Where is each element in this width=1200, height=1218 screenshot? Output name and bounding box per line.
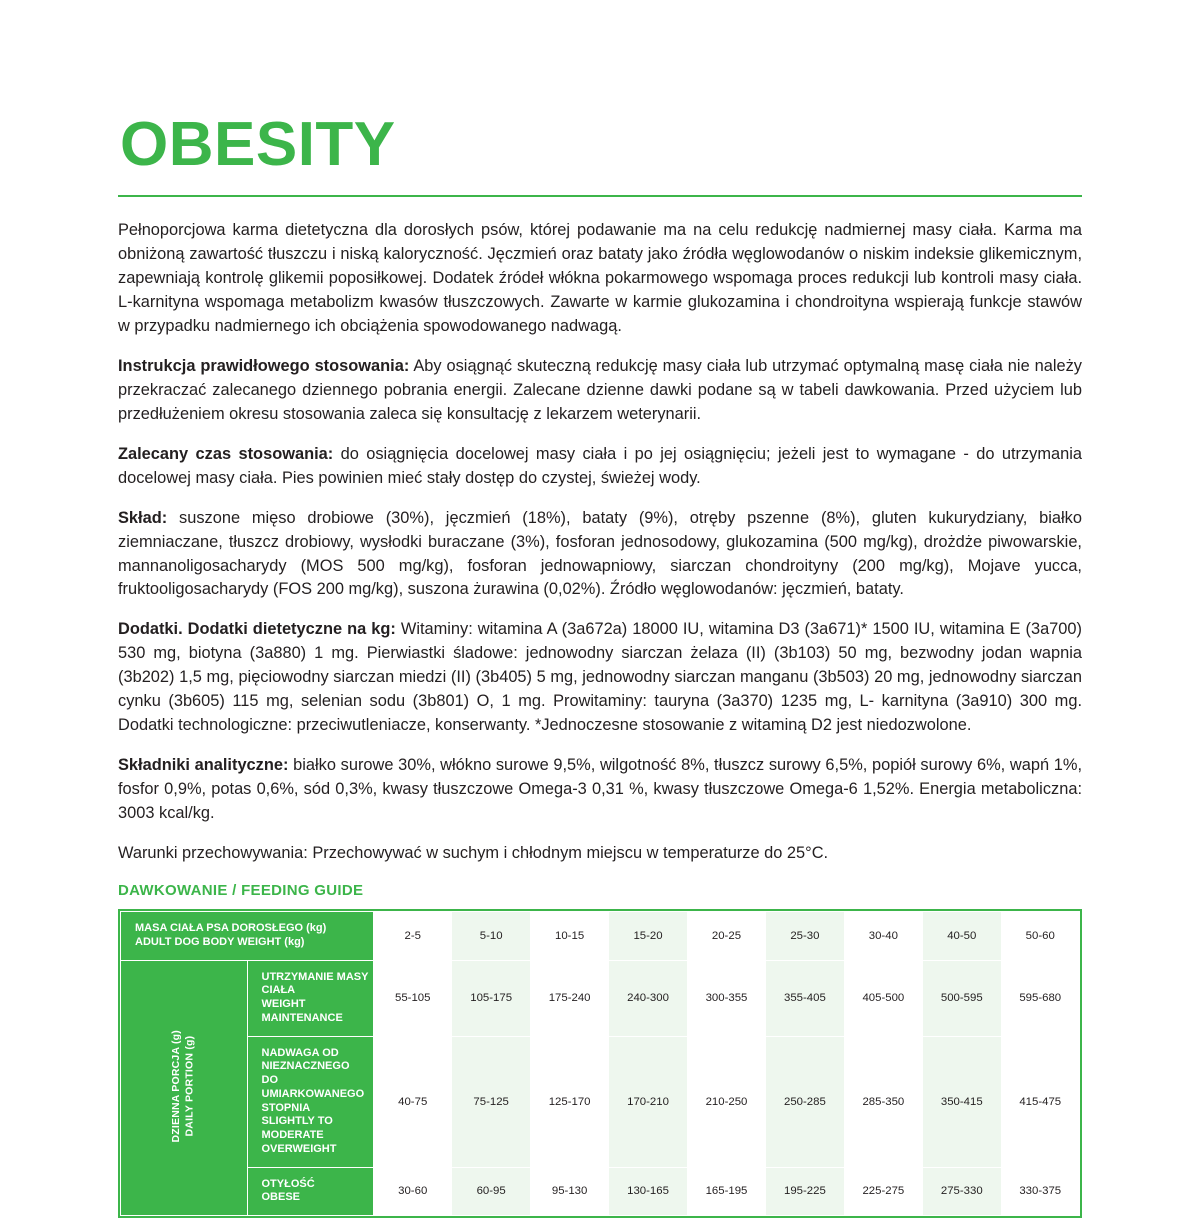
cell-overweight-3: 170-210 [609, 1036, 687, 1167]
cell-maintenance-8: 595-680 [1001, 960, 1080, 1036]
paragraph-intro [118, 219, 1082, 339]
header-weight-label-en: ADULT DOG BODY WEIGHT (kg) [135, 935, 305, 948]
cell-maintenance-7: 500-595 [923, 960, 1001, 1036]
cell-overweight-8: 415-475 [1001, 1036, 1080, 1167]
paragraph-text: Aby osiągnąć skuteczną redukcję masy ciała lub utrzymać optymalną masę ciała nie należy przekraczać zalecanego dziennego pobrania energii. Zalecane dzienne dawki podane są w tabeli dawkowania. Przed użyciem lub przedłużeniem okresu stosowania zaleca się konsultację z lekarzem weterynarii. [118, 356, 1082, 423]
cell-obese-1: 60-95 [452, 1167, 530, 1216]
cell-maintenance-1: 105-175 [452, 960, 530, 1036]
paragraph-storage [118, 842, 1082, 866]
header-weight-7: 40-50 [923, 912, 1001, 961]
paragraph-lead: Skład: [118, 508, 168, 527]
paragraph-text: Warunki przechowywania: Przechowywać w suchym i chłodnym miejscu w temperaturze do 25°C. [118, 844, 829, 863]
cell-obese-0: 30-60 [374, 1167, 452, 1216]
cell-overweight-7: 350-415 [923, 1036, 1001, 1167]
paragraph-lead: Składniki analityczne: [118, 756, 289, 775]
paragraph-text: Pełnoporcjowa karma dietetyczna dla dorosłych psów, której podawanie ma na celu redukcję nadmiernej masy ciała. Karma ma obniżoną zawartość tłuszczu i niską kaloryczność. Jęczmień oraz bataty jako źródła węglowodanów o niskim indeksie glikemicznym, zapewniają kontrolę glikemii poposiłkowej. Dodatek źródeł włókna pokarmowego wspomaga proces redukcji lub kontroli masy ciała. L-karnityna wspomaga metabolizm kwasów tłuszczowych. Zawarte w karmie glukozamina i chondroityna wspierają funkcje stawów w przypadku nadmiernego ich obciążenia spowodowanego nadwagą. [118, 221, 1082, 335]
header-weight-4: 20-25 [687, 912, 765, 961]
header-weight-1: 5-10 [452, 912, 530, 961]
header-weight-2: 10-15 [530, 912, 608, 961]
header-weight-8: 50-60 [1001, 912, 1080, 961]
paragraph-additives [118, 618, 1082, 738]
cell-maintenance-5: 355-405 [766, 960, 844, 1036]
row-label-en-2: OVERWEIGHT [261, 1142, 337, 1155]
cell-obese-4: 165-195 [687, 1167, 765, 1216]
paragraph-composition [118, 507, 1082, 603]
paragraph-lead: Zalecany czas stosowania: [118, 444, 334, 463]
cell-obese-7: 275-330 [923, 1167, 1001, 1216]
row-label-weight-maintenance [247, 960, 374, 1036]
row-label-en: OBESE [261, 1191, 301, 1204]
row-label-pl: NADWAGA OD NIEZNACZNEGO [261, 1046, 350, 1073]
cell-obese-8: 330-375 [1001, 1167, 1080, 1216]
cell-maintenance-0: 55-105 [374, 960, 452, 1036]
table-row-overweight [121, 1036, 1080, 1167]
cell-overweight-1: 75-125 [452, 1036, 530, 1167]
cell-obese-3: 130-165 [609, 1167, 687, 1216]
cell-overweight-2: 125-170 [530, 1036, 608, 1167]
table-row-obese [121, 1167, 1080, 1216]
paragraph-lead: Instrukcja prawidłowego stosowania: [118, 356, 410, 375]
row-label-obese [247, 1167, 374, 1216]
paragraph-usage-instructions [118, 355, 1082, 427]
cell-overweight-4: 210-250 [687, 1036, 765, 1167]
daily-portion-side-label [121, 960, 248, 1216]
row-label-overweight [247, 1036, 374, 1167]
table-row-weight-maintenance [121, 960, 1080, 1036]
paragraph-text: Witaminy: witamina A (3a672a) 18000 IU, witamina D3 (3a671)* 1500 IU, witamina E (3a700) 530 mg, biotyna (3a880) 1 mg. Pierwiastki śladowe: jednowodny siarczan żelaza (II) (3b103) 50 mg, bezwodny jodan wapnia (3b202) 1,5 mg, pięciowodny siarczan miedzi (II) (3b405) 5 mg, jednowodny siarczan manganu (3b503) 20 mg, jednowodny siarczan cynku (3b605) 115 mg, selenian sodu (3b801) O, 1 mg. Prowitaminy: tauryna (3a370) 1235 mg, L- karnityna (3a910) 300 mg. Dodatki technologiczne: przeciwutleniacze, konserwanty. *Jednoczesne stosowanie z witaminą D2 jest niedozwolone. [118, 620, 1082, 735]
row-label-pl: OTYŁOŚĆ [261, 1177, 315, 1190]
cell-maintenance-2: 175-240 [530, 960, 608, 1036]
cell-maintenance-4: 300-355 [687, 960, 765, 1036]
cell-overweight-6: 285-350 [844, 1036, 922, 1167]
paragraph-text: do osiągnięcia docelowej masy ciała i po jej osiągnięciu; jeżeli jest to wymagane - do utrzymania docelowej masy ciała. Pies powinien mieć stały dostęp do czystej, świeżej wody. [118, 444, 1083, 487]
paragraph-text: suszone mięso drobiowe (30%), jęczmień (18%), bataty (9%), otręby pszenne (8%), gluten kukurydziany, białko ziemniaczane, tłuszcz drobiowy, wysłodki buraczane (3%), fosforan jednosodowy, glukozamina (500 mg/kg), drożdże piwowarskie, mannanoligosacharydy (MOS 500 mg/kg), fosforan jednowapniowy, siarczan chondroityny (200 mg/kg), Mojave yucca, fruktooligosacharydy (FOS 200 mg/kg), suszona żurawina (0,02%). Źródło węglowodanów: jęczmień, bataty. [118, 508, 1082, 599]
product-label-page [62, 62, 1138, 1204]
page-title: OBESITY [120, 110, 396, 179]
cell-maintenance-6: 405-500 [844, 960, 922, 1036]
row-label-pl: UTRZYMANIE MASY CIAŁA [261, 970, 369, 997]
side-label-pl: DZIENNA PORCJA (g) [170, 1030, 183, 1143]
paragraph-text: białko surowe 30%, włókno surowe 9,5%, wilgotność 8%, tłuszcz surowy 6,5%, popiół surowy 6%, wapń 1%, fosfor 0,9%, potas 0,6%, sód 0,3%, kwasy tłuszczowe Omega-3 0,31 %, kwasy tłuszczowe Omega-6 1,52%. Energia metaboliczna: 3003 kcal/kg. [118, 756, 1083, 823]
header-weight-3: 15-20 [609, 912, 687, 961]
row-label-pl-2: DO UMIARKOWANEGO STOPNIA [261, 1074, 365, 1114]
header-weight-0: 2-5 [374, 912, 452, 961]
feeding-guide-table-wrapper [118, 909, 1082, 1218]
table-row-header [121, 912, 1080, 961]
cell-obese-5: 195-225 [766, 1167, 844, 1216]
row-label-en: WEIGHT MAINTENANCE [261, 998, 343, 1024]
cell-overweight-5: 250-285 [766, 1036, 844, 1167]
daily-portion-side-label-text [170, 1026, 197, 1147]
header-weight-label-pl: MASA CIAŁA PSA DOROSŁEGO (kg) [135, 922, 327, 935]
feeding-guide-heading: DAWKOWANIE / FEEDING GUIDE [118, 882, 364, 900]
cell-obese-2: 95-130 [530, 1167, 608, 1216]
side-label-en: DAILY PORTION (g) [183, 1035, 196, 1137]
paragraph-analytical-constituents [118, 754, 1082, 826]
cell-overweight-0: 40-75 [374, 1036, 452, 1167]
header-weight-5: 25-30 [766, 912, 844, 961]
title-divider [118, 195, 1082, 197]
feeding-guide-table [120, 911, 1080, 1216]
cell-obese-6: 225-275 [844, 1167, 922, 1216]
paragraph-recommended-duration [118, 443, 1082, 491]
row-label-en: SLIGHTLY TO MODERATE [261, 1115, 333, 1142]
label-content [118, 112, 1082, 1218]
cell-maintenance-3: 240-300 [609, 960, 687, 1036]
header-weight-6: 30-40 [844, 912, 922, 961]
paragraph-lead: Dodatki. Dodatki dietetyczne na kg: [118, 620, 396, 639]
header-weight-label [121, 912, 374, 961]
